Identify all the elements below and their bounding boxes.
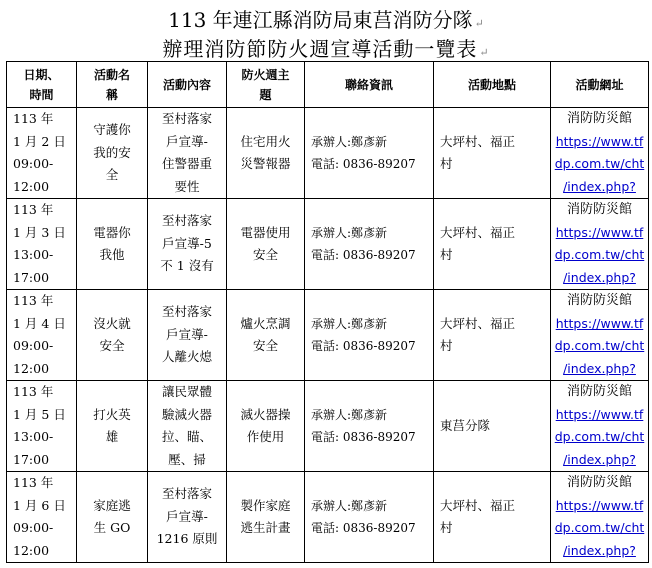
contact-cell (305, 199, 434, 290)
name-cell-line: 沒火就 (93, 315, 131, 331)
content-cell-line: 至村落家 (161, 111, 212, 126)
url-cell-line: 消防防災館 (566, 293, 632, 308)
url-link-segment[interactable]: /index.php? (563, 451, 636, 467)
content-cell (148, 290, 227, 381)
date-cell (7, 108, 77, 199)
url-link-segment[interactable]: /index.php? (563, 269, 636, 285)
name-cell (77, 290, 148, 381)
contact-cell-line: 電話: 0836-89207 (311, 157, 416, 171)
content-cell-line: 讓民眾體 (161, 384, 212, 399)
date-cell-line: 13:00- (13, 429, 54, 444)
content-cell-line: 至村落家 (161, 486, 212, 502)
location-cell (434, 199, 551, 290)
location-cell (434, 472, 551, 563)
table-row (7, 472, 649, 563)
url-cell-line: 消防防災館 (566, 384, 632, 399)
date-cell-line: 113 年 (13, 475, 54, 490)
content-cell-line: 不 1 沒有 (160, 258, 214, 274)
location-cell-line: 村 (440, 520, 453, 535)
name-cell-line: 守護你 (93, 122, 131, 138)
date-cell-line: 17:00 (13, 451, 50, 467)
location-cell (434, 108, 551, 199)
url-link-segment[interactable]: dp.com.tw/cht (554, 338, 645, 353)
url-link-segment[interactable]: https://www.tf (555, 497, 644, 513)
contact-cell-line: 電話: 0836-89207 (311, 430, 416, 444)
url-link-segment[interactable]: dp.com.tw/cht (554, 156, 645, 171)
header-theme: 防火週主 題 (227, 62, 305, 108)
location-cell-line: 村 (440, 156, 453, 171)
date-cell (7, 381, 77, 472)
date-cell-line: 12:00 (13, 542, 50, 558)
date-cell-line: 1 月 3 日 (13, 224, 66, 240)
contact-cell-line: 承辦人:鄭彥新 (311, 498, 388, 513)
content-cell-line: 至村落家 (161, 304, 212, 320)
content-cell-line: 戶宣導- (166, 326, 208, 342)
date-cell-line: 09:00- (13, 156, 54, 171)
theme-cell (227, 381, 305, 472)
location-cell-line: 大坪村、福正 (440, 133, 516, 149)
name-cell-line: 我的安 (93, 144, 131, 160)
date-cell-line: 12:00 (13, 178, 50, 194)
date-cell (7, 472, 77, 563)
table-row (7, 108, 649, 199)
theme-cell-line: 安全 (252, 338, 278, 353)
content-cell-line: 住警器重 (161, 156, 212, 171)
content-cell-line: 戶宣導- (166, 133, 208, 149)
date-cell-line: 17:00 (13, 269, 50, 285)
url-link-segment[interactable]: dp.com.tw/cht (554, 429, 645, 444)
header-activity-name: 活動名 稱 (77, 62, 148, 108)
content-cell (148, 472, 227, 563)
document-title-line-2: 辦理消防節防火週宣導活動一覽表 ↵ (162, 37, 490, 61)
contact-cell-line: 電話: 0836-89207 (311, 339, 416, 353)
url-link-segment[interactable]: dp.com.tw/cht (554, 520, 645, 535)
contact-cell-line: 承辦人:鄭彥新 (311, 134, 388, 149)
location-cell-line: 村 (440, 338, 453, 353)
content-cell-line: 驗滅火器 (161, 406, 212, 422)
date-cell-line: 113 年 (13, 111, 54, 126)
content-cell-line: 要性 (174, 178, 200, 194)
date-cell-line: 1 月 4 日 (13, 315, 66, 331)
location-cell-line: 大坪村、福正 (440, 315, 516, 331)
contact-cell-line: 電話: 0836-89207 (311, 521, 416, 535)
table-row (7, 290, 649, 381)
name-cell (77, 199, 148, 290)
name-cell-line: 雄 (105, 429, 119, 444)
date-cell-line: 113 年 (13, 293, 54, 308)
table-row (7, 381, 649, 472)
header-url: 活動網址 (551, 62, 649, 108)
date-cell-line: 1 月 2 日 (13, 133, 66, 149)
url-cell (551, 199, 649, 290)
contact-cell-line: 電話: 0836-89207 (311, 248, 416, 262)
location-cell (434, 290, 551, 381)
contact-cell (305, 472, 434, 563)
header-contact: 聯絡資訊 (305, 62, 434, 108)
theme-cell-line: 逃生計畫 (240, 520, 291, 535)
theme-cell-line: 住宅用火 (240, 133, 291, 149)
url-link-segment[interactable]: https://www.tf (555, 315, 644, 331)
date-cell (7, 199, 77, 290)
header-location: 活動地點 (434, 62, 551, 108)
theme-cell (227, 472, 305, 563)
contact-cell-line: 承辦人:鄭彥新 (311, 316, 388, 331)
content-cell-line: 戶宣導- (166, 508, 208, 524)
theme-cell-line: 安全 (252, 247, 278, 262)
content-cell (148, 108, 227, 199)
name-cell-line: 全 (105, 167, 119, 183)
name-cell (77, 472, 148, 563)
url-cell-line: 消防防災館 (566, 475, 632, 490)
date-cell-line: 1 月 5 日 (13, 406, 66, 422)
url-link-segment[interactable]: dp.com.tw/cht (554, 247, 645, 262)
url-link-segment[interactable]: https://www.tf (555, 406, 644, 422)
location-cell-line: 東莒分隊 (440, 417, 491, 433)
theme-cell (227, 290, 305, 381)
theme-cell-line: 製作家庭 (240, 497, 291, 513)
header-date-time: 日期、 時間 (7, 62, 77, 108)
name-cell-line: 安全 (99, 338, 125, 353)
date-cell-line: 09:00- (13, 520, 54, 535)
date-cell-line: 13:00- (13, 247, 54, 262)
content-cell-line: 1216 原則 (156, 531, 218, 547)
theme-cell (227, 199, 305, 290)
theme-cell (227, 108, 305, 199)
contact-cell (305, 108, 434, 199)
content-cell-line: 拉、瞄、 (161, 429, 212, 444)
url-cell-line: 消防防災館 (566, 111, 632, 126)
url-cell (551, 381, 649, 472)
date-cell-line: 113 年 (13, 384, 54, 399)
url-cell (551, 108, 649, 199)
table-header-row (7, 62, 649, 108)
content-cell-line: 至村落家 (161, 213, 212, 229)
name-cell (77, 381, 148, 472)
name-cell-line: 打火英 (93, 406, 131, 422)
url-link-segment[interactable]: https://www.tf (555, 133, 644, 149)
date-cell-line: 1 月 6 日 (13, 497, 66, 513)
url-link-segment[interactable]: /index.php? (563, 178, 636, 194)
contact-cell-line: 承辦人:鄭彥新 (311, 225, 388, 240)
url-link-segment[interactable]: /index.php? (563, 360, 636, 376)
name-cell (77, 108, 148, 199)
name-cell-line: 電器你 (93, 224, 131, 240)
url-cell (551, 290, 649, 381)
location-cell (434, 381, 551, 472)
contact-cell (305, 381, 434, 472)
name-cell-line: 生 GO (93, 520, 131, 535)
theme-cell-line: 爐火烹調 (240, 315, 291, 331)
theme-cell-line: 電器使用 (240, 224, 291, 240)
table-row (7, 199, 649, 290)
content-cell-line: 壓、掃 (168, 451, 206, 467)
url-link-segment[interactable]: /index.php? (563, 542, 636, 558)
header-activity-content: 活動內容 (148, 62, 227, 108)
contact-cell-line: 承辦人:鄭彥新 (311, 407, 388, 422)
name-cell-line: 家庭逃 (93, 497, 131, 513)
theme-cell-line: 滅火器操 (240, 406, 291, 422)
url-cell-line: 消防防災館 (566, 202, 632, 217)
date-cell-line: 113 年 (13, 202, 54, 217)
document-title-line-1: 113 年連江縣消防局東莒消防分隊 ↵ (168, 8, 484, 32)
contact-cell (305, 290, 434, 381)
date-cell-line: 12:00 (13, 360, 50, 376)
content-cell-line: 戶宣導-5 (162, 235, 212, 251)
location-cell-line: 大坪村、福正 (440, 224, 516, 240)
content-cell-line: 人離火熄 (161, 349, 212, 365)
date-cell (7, 290, 77, 381)
date-cell-line: 09:00- (13, 338, 54, 353)
url-cell (551, 472, 649, 563)
location-cell-line: 村 (440, 247, 453, 262)
location-cell-line: 大坪村、福正 (440, 497, 516, 513)
theme-cell-line: 作使用 (246, 429, 285, 444)
theme-cell-line: 災警報器 (240, 156, 291, 171)
name-cell-line: 我他 (99, 247, 125, 262)
url-link-segment[interactable]: https://www.tf (555, 224, 644, 240)
content-cell (148, 199, 227, 290)
content-cell (148, 381, 227, 472)
activity-table (6, 61, 649, 563)
